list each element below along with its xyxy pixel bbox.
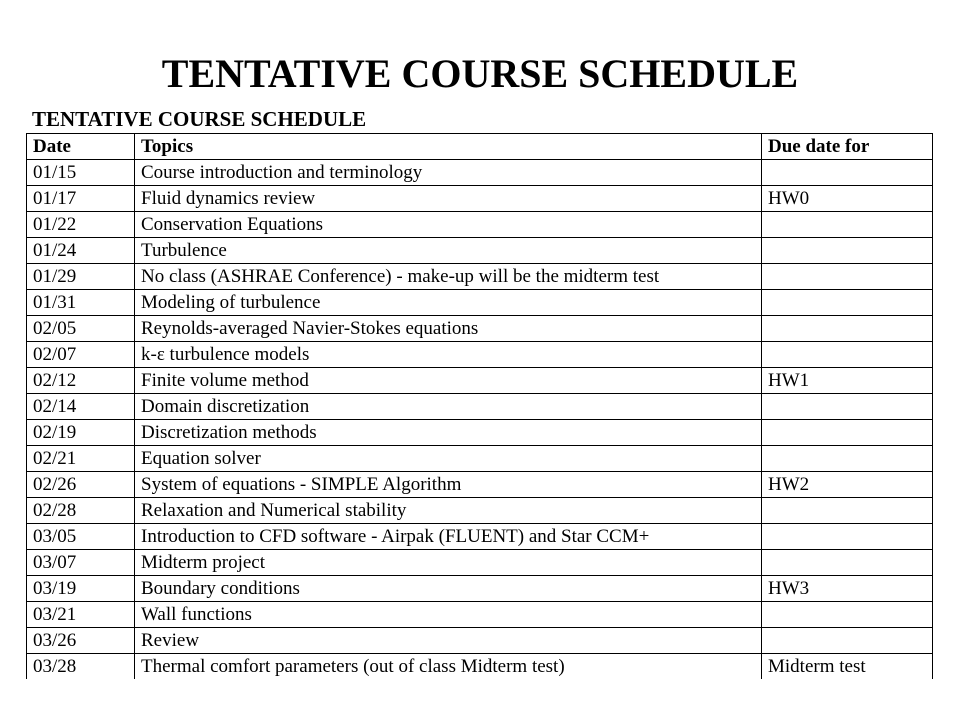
header-due-date: Due date for bbox=[762, 134, 933, 160]
date-cell: 02/21 bbox=[27, 446, 135, 472]
topic-cell: Thermal comfort parameters (out of class Midterm test) bbox=[135, 654, 762, 680]
date-cell: 03/07 bbox=[27, 550, 135, 576]
date-cell: 01/22 bbox=[27, 212, 135, 238]
date-cell: 02/19 bbox=[27, 420, 135, 446]
date-cell: 02/12 bbox=[27, 368, 135, 394]
topic-cell: Boundary conditions bbox=[135, 576, 762, 602]
schedule-body bbox=[27, 160, 933, 680]
table-row bbox=[27, 524, 933, 550]
topic-cell: Fluid dynamics review bbox=[135, 186, 762, 212]
date-cell: 02/07 bbox=[27, 342, 135, 368]
due-cell: HW0 bbox=[762, 186, 933, 212]
table-header-row bbox=[27, 134, 933, 160]
due-cell: HW3 bbox=[762, 576, 933, 602]
date-cell: 01/31 bbox=[27, 290, 135, 316]
table-row bbox=[27, 342, 933, 368]
slide-title-rest: COURSE SCHEDULE bbox=[391, 50, 799, 96]
due-cell bbox=[762, 394, 933, 420]
table-row bbox=[27, 628, 933, 654]
due-cell bbox=[762, 264, 933, 290]
table-row bbox=[27, 394, 933, 420]
topic-cell: Equation solver bbox=[135, 446, 762, 472]
date-cell: 03/26 bbox=[27, 628, 135, 654]
table-row bbox=[27, 602, 933, 628]
header-topics: Topics bbox=[135, 134, 762, 160]
topic-cell: Conservation Equations bbox=[135, 212, 762, 238]
date-cell: 02/26 bbox=[27, 472, 135, 498]
table-row bbox=[27, 186, 933, 212]
due-cell bbox=[762, 498, 933, 524]
table-row bbox=[27, 472, 933, 498]
date-cell: 03/19 bbox=[27, 576, 135, 602]
topic-cell: Finite volume method bbox=[135, 368, 762, 394]
due-cell bbox=[762, 212, 933, 238]
due-cell: HW2 bbox=[762, 472, 933, 498]
topic-cell: Reynolds-averaged Navier-Stokes equations bbox=[135, 316, 762, 342]
table-row bbox=[27, 212, 933, 238]
due-cell bbox=[762, 160, 933, 186]
table-row bbox=[27, 550, 933, 576]
topic-cell: Relaxation and Numerical stability bbox=[135, 498, 762, 524]
topic-cell: System of equations - SIMPLE Algorithm bbox=[135, 472, 762, 498]
topic-cell: Turbulence bbox=[135, 238, 762, 264]
due-cell bbox=[762, 342, 933, 368]
topic-cell: Review bbox=[135, 628, 762, 654]
topic-cell: Midterm project bbox=[135, 550, 762, 576]
table-row bbox=[27, 498, 933, 524]
topic-cell: Domain discretization bbox=[135, 394, 762, 420]
table-row bbox=[27, 420, 933, 446]
date-cell: 03/21 bbox=[27, 602, 135, 628]
date-cell: 01/17 bbox=[27, 186, 135, 212]
table-row bbox=[27, 264, 933, 290]
topic-cell: Course introduction and terminology bbox=[135, 160, 762, 186]
slide-title bbox=[0, 49, 960, 99]
due-cell: HW1 bbox=[762, 368, 933, 394]
table-row bbox=[27, 160, 933, 186]
topic-cell: No class (ASHRAE Conference) - make-up will be the midterm test bbox=[135, 264, 762, 290]
date-cell: 03/28 bbox=[27, 654, 135, 680]
date-cell: 01/29 bbox=[27, 264, 135, 290]
slide-title-bold: TENTATIVE bbox=[161, 50, 392, 96]
due-cell bbox=[762, 446, 933, 472]
topic-cell: Introduction to CFD software - Airpak (FLUENT) and Star CCM+ bbox=[135, 524, 762, 550]
due-cell bbox=[762, 420, 933, 446]
due-cell: Midterm test bbox=[762, 654, 933, 680]
table-row bbox=[27, 368, 933, 394]
table-row bbox=[27, 446, 933, 472]
table-row bbox=[27, 576, 933, 602]
due-cell bbox=[762, 290, 933, 316]
due-cell bbox=[762, 524, 933, 550]
date-cell: 01/15 bbox=[27, 160, 135, 186]
table-row bbox=[27, 290, 933, 316]
table-row bbox=[27, 316, 933, 342]
table-row bbox=[27, 238, 933, 264]
due-cell bbox=[762, 316, 933, 342]
topic-cell: Wall functions bbox=[135, 602, 762, 628]
date-cell: 02/05 bbox=[27, 316, 135, 342]
date-cell: 01/24 bbox=[27, 238, 135, 264]
header-date: Date bbox=[27, 134, 135, 160]
table-row bbox=[27, 654, 933, 680]
date-cell: 02/28 bbox=[27, 498, 135, 524]
document-heading: TENTATIVE COURSE SCHEDULE bbox=[32, 107, 367, 131]
due-cell bbox=[762, 602, 933, 628]
topic-cell: k-ε turbulence models bbox=[135, 342, 762, 368]
due-cell bbox=[762, 550, 933, 576]
schedule-table bbox=[26, 133, 933, 679]
date-cell: 02/14 bbox=[27, 394, 135, 420]
topic-cell: Discretization methods bbox=[135, 420, 762, 446]
date-cell: 03/05 bbox=[27, 524, 135, 550]
topic-cell: Modeling of turbulence bbox=[135, 290, 762, 316]
due-cell bbox=[762, 238, 933, 264]
due-cell bbox=[762, 628, 933, 654]
